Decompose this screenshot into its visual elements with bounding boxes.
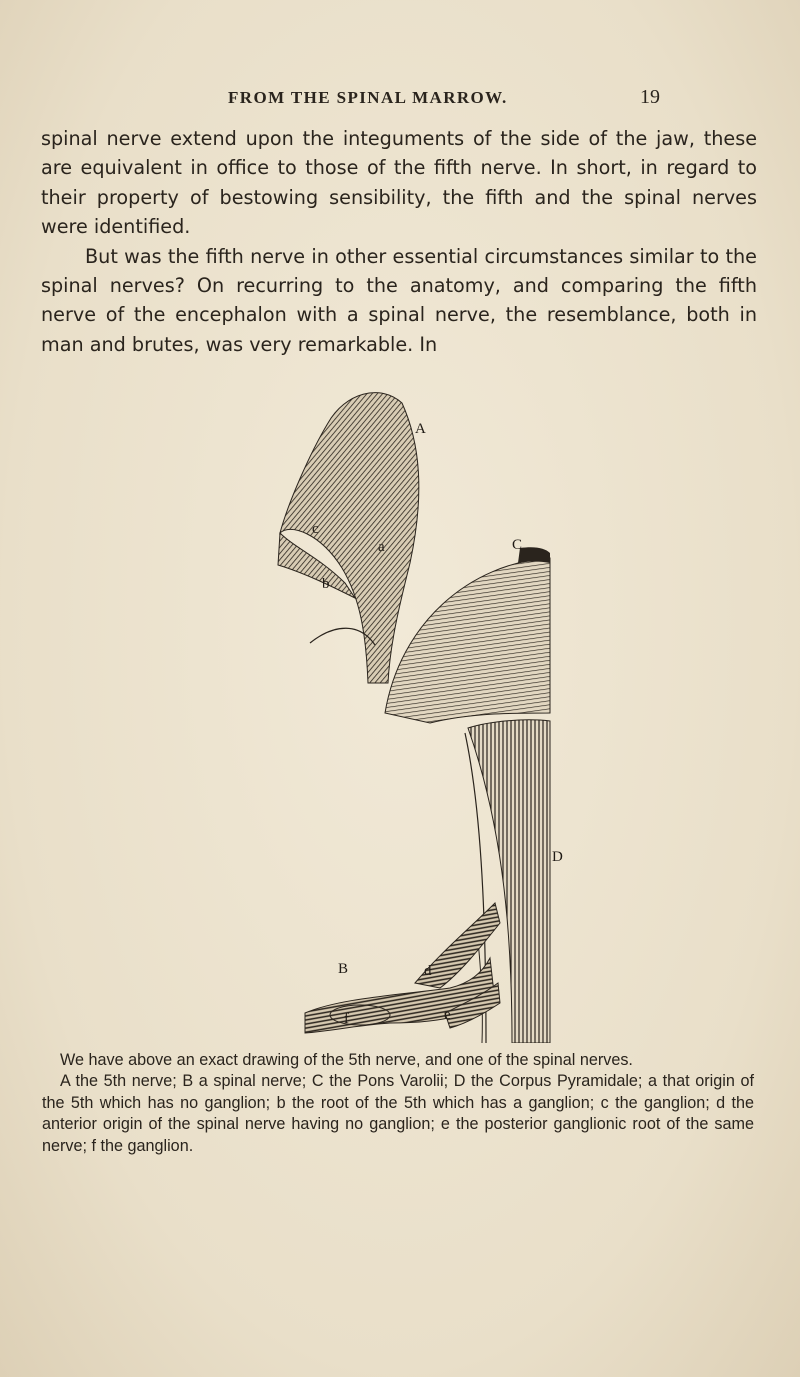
label-a-upper: a <box>378 539 385 555</box>
label-c-upper: c <box>312 521 319 537</box>
page-header <box>0 88 800 118</box>
paragraph: spinal nerve extend upon the integuments of the side of the jaw, these are equivalent in office to those of the fifth nerve. In short, in regard to their property of bestowing sensibility, the fifth and the spinal nerves were identified. <box>41 127 757 239</box>
label-b-upper: b <box>322 576 330 592</box>
label-B: B <box>338 961 349 977</box>
nerve-illustration <box>250 383 600 1043</box>
caption-legend: A the 5th nerve; B a spinal nerve; C the Pons Varolii; D the Corpus Pyramidale; a that origin of the 5th which has no ganglion; b the root of the 5th which has a ganglion; c the ganglion; d the anterior origin of the spinal nerve having no ganglion; e the posterior ganglionic root of the same nerve; f the ganglion. <box>42 1072 754 1155</box>
pons-varolii-shape <box>385 558 550 723</box>
paragraph: But was the fifth nerve in other essential circumstances similar to the spinal nerves? On recurring to the anatomy, and comparing the fifth nerve of the encephalon with a spinal nerve, the resemblance, both in man and brutes, was very remarkable. In <box>41 244 757 356</box>
body-text <box>41 124 757 359</box>
spinal-ganglion-shape <box>330 1005 390 1025</box>
label-e: e <box>444 1007 451 1023</box>
label-f: f <box>344 1011 349 1027</box>
pons-cap <box>518 547 550 563</box>
running-head: FROM THE SPINAL MARROW. <box>228 88 508 107</box>
caption-intro: We have above an exact drawing of the 5th nerve, and one of the spinal nerves. <box>60 1051 633 1069</box>
fifth-nerve-shape <box>280 393 419 683</box>
label-C: C <box>512 537 523 553</box>
label-D: D <box>552 849 563 865</box>
page-number: 19 <box>640 86 660 108</box>
figure-caption <box>42 1050 754 1157</box>
label-A: A <box>415 421 426 437</box>
label-d: d <box>424 963 432 979</box>
